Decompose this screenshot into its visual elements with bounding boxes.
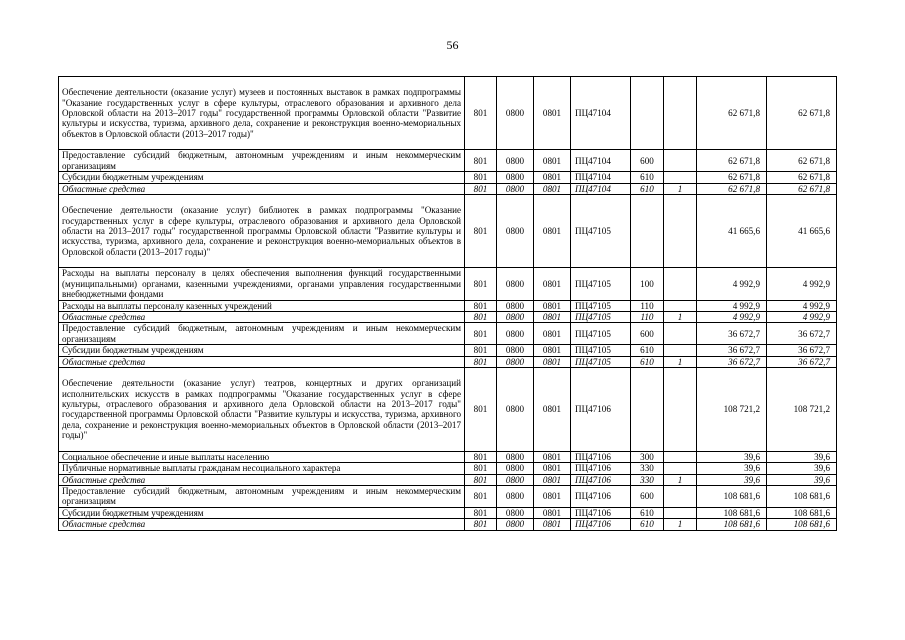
ministry-code: 801 (465, 183, 497, 194)
funding-source-code (664, 77, 697, 150)
amount-primary: 62 671,8 (697, 77, 767, 150)
row-description: Субсидии бюджетным учреждениям (59, 345, 465, 356)
subsection-code: 0801 (534, 451, 571, 462)
ministry-code: 801 (465, 451, 497, 462)
funding-source-code (664, 323, 697, 345)
amount-secondary: 62 671,8 (767, 77, 837, 150)
table-row (59, 268, 837, 300)
target-article-code: ПЦ47104 (571, 172, 631, 183)
section-code: 0800 (497, 345, 534, 356)
amount-secondary: 4 992,9 (767, 312, 837, 323)
ministry-code: 801 (465, 323, 497, 345)
section-code: 0800 (497, 474, 534, 485)
row-description: Социальное обеспечение и иные выплаты населению (59, 451, 465, 462)
funding-source-code (664, 507, 697, 518)
funding-source-code (664, 300, 697, 311)
expense-type-code: 600 (631, 150, 664, 172)
section-code: 0800 (497, 463, 534, 474)
expense-type-code: 610 (631, 172, 664, 183)
subsection-code: 0801 (534, 356, 571, 367)
table-row (59, 172, 837, 183)
row-description: Субсидии бюджетным учреждениям (59, 172, 465, 183)
amount-secondary: 108 681,6 (767, 507, 837, 518)
section-code: 0800 (497, 77, 534, 150)
amount-primary: 39,6 (697, 451, 767, 462)
amount-primary: 36 672,7 (697, 356, 767, 367)
amount-primary: 36 672,7 (697, 323, 767, 345)
page-number: 56 (446, 38, 459, 52)
subsection-code: 0801 (534, 195, 571, 268)
subsection-code: 0801 (534, 507, 571, 518)
subsection-code: 0801 (534, 345, 571, 356)
target-article-code: ПЦ47106 (571, 519, 631, 530)
table-row (59, 345, 837, 356)
amount-secondary: 39,6 (767, 463, 837, 474)
amount-primary: 108 681,6 (697, 519, 767, 530)
section-code: 0800 (497, 312, 534, 323)
expense-type-code: 600 (631, 486, 664, 508)
row-description: Обеспечение деятельности (оказание услуг) театров, концертных и других организаций исполнительских искусств в рамках подпрограммы "Оказание государственных услуг в сфере культуры, отраслевого образования и архивного дела Орловской области на 2013–2017 годы" государственной программы Орловской области "Развитие культуры и искусства, туризма, архивного дела, сохранение и реконструкция военно-мемориальных объектов в Орловской области (2013–2017 годы)" (59, 368, 465, 452)
table-row (59, 507, 837, 518)
amount-primary: 4 992,9 (697, 300, 767, 311)
ministry-code: 801 (465, 519, 497, 530)
target-article-code: ПЦ47106 (571, 451, 631, 462)
subsection-code: 0801 (534, 312, 571, 323)
table-row (59, 195, 837, 268)
ministry-code: 801 (465, 368, 497, 452)
target-article-code: ПЦ47105 (571, 268, 631, 300)
amount-primary: 4 992,9 (697, 268, 767, 300)
target-article-code: ПЦ47104 (571, 150, 631, 172)
expense-type-code: 330 (631, 463, 664, 474)
subsection-code: 0801 (534, 300, 571, 311)
expense-type-code (631, 368, 664, 452)
target-article-code: ПЦ47105 (571, 323, 631, 345)
amount-primary: 108 681,6 (697, 486, 767, 508)
ministry-code: 801 (465, 195, 497, 268)
section-code: 0800 (497, 451, 534, 462)
subsection-code: 0801 (534, 368, 571, 452)
table-row (59, 183, 837, 194)
table-row (59, 312, 837, 323)
amount-primary: 108 681,6 (697, 507, 767, 518)
subsection-code: 0801 (534, 172, 571, 183)
amount-secondary: 108 681,6 (767, 486, 837, 508)
section-code: 0800 (497, 507, 534, 518)
expense-type-code: 610 (631, 345, 664, 356)
expense-type-code: 610 (631, 183, 664, 194)
amount-secondary: 62 671,8 (767, 150, 837, 172)
table-row (59, 300, 837, 311)
row-description: Областные средства (59, 356, 465, 367)
funding-source-code: 1 (664, 519, 697, 530)
section-code: 0800 (497, 150, 534, 172)
table-row (59, 451, 837, 462)
row-description: Обеспечение деятельности (оказание услуг) библиотек в рамках подпрограммы "Оказание государственных услуг в сфере культуры, отраслевого образования и архивного дела Орловской области на 2013–2017 годы" государственной программы Орловской области "Развитие культуры и искусства, туризма, архивного дела, сохранение и реконструкция военно-мемориальных объектов в Орловской области (2013–2017 годы)" (59, 195, 465, 268)
subsection-code: 0801 (534, 323, 571, 345)
row-description: Публичные нормативные выплаты гражданам несоциального характера (59, 463, 465, 474)
amount-secondary: 41 665,6 (767, 195, 837, 268)
row-description: Областные средства (59, 519, 465, 530)
amount-secondary: 36 672,7 (767, 356, 837, 367)
target-article-code: ПЦ47105 (571, 312, 631, 323)
expense-type-code (631, 77, 664, 150)
section-code: 0800 (497, 268, 534, 300)
row-description: Предоставление субсидий бюджетным, автономным учреждениям и иным некоммерческим организациям (59, 323, 465, 345)
amount-secondary: 108 721,2 (767, 368, 837, 452)
expense-type-code: 600 (631, 323, 664, 345)
row-description: Областные средства (59, 474, 465, 485)
funding-source-code: 1 (664, 474, 697, 485)
section-code: 0800 (497, 486, 534, 508)
funding-source-code (664, 486, 697, 508)
expense-type-code: 300 (631, 451, 664, 462)
amount-primary: 36 672,7 (697, 345, 767, 356)
amount-primary: 108 721,2 (697, 368, 767, 452)
expense-type-code: 110 (631, 312, 664, 323)
target-article-code: ПЦ47106 (571, 463, 631, 474)
expense-type-code: 610 (631, 356, 664, 367)
amount-secondary: 4 992,9 (767, 268, 837, 300)
funding-source-code (664, 368, 697, 452)
section-code: 0800 (497, 368, 534, 452)
target-article-code: ПЦ47106 (571, 507, 631, 518)
amount-secondary: 36 672,7 (767, 323, 837, 345)
row-description: Обеспечение деятельности (оказание услуг) музеев и постоянных выставок в рамках подпрограммы "Оказание государственных услуг в сфере культуры, отраслевого образования и архивного дела Орловской области на 2013–2017 годы" государственной программы Орловской области "Развитие культуры и искусства, туризма, архивного дела, сохранение и реконструкция военно-мемориальных объектов в Орловской области (2013–2017 годы)" (59, 77, 465, 150)
section-code: 0800 (497, 323, 534, 345)
target-article-code: ПЦ47105 (571, 345, 631, 356)
subsection-code: 0801 (534, 77, 571, 150)
ministry-code: 801 (465, 77, 497, 150)
row-description: Областные средства (59, 312, 465, 323)
subsection-code: 0801 (534, 474, 571, 485)
funding-source-code (664, 345, 697, 356)
ministry-code: 801 (465, 172, 497, 183)
ministry-code: 801 (465, 356, 497, 367)
table-row (59, 150, 837, 172)
subsection-code: 0801 (534, 463, 571, 474)
section-code: 0800 (497, 183, 534, 194)
row-description: Расходы на выплаты персоналу в целях обеспечения выполнения функций государственными (муниципальными) органами, казенными учреждениями, органами управления государственными внебюджетными фондами (59, 268, 465, 300)
amount-secondary: 36 672,7 (767, 345, 837, 356)
expense-type-code: 100 (631, 268, 664, 300)
funding-source-code (664, 172, 697, 183)
expense-type-code: 330 (631, 474, 664, 485)
expense-type-code: 110 (631, 300, 664, 311)
ministry-code: 801 (465, 507, 497, 518)
target-article-code: ПЦ47106 (571, 474, 631, 485)
target-article-code: ПЦ47105 (571, 356, 631, 367)
amount-primary: 62 671,8 (697, 172, 767, 183)
subsection-code: 0801 (534, 183, 571, 194)
target-article-code: ПЦ47105 (571, 195, 631, 268)
amount-secondary: 108 681,6 (767, 519, 837, 530)
amount-secondary: 4 992,9 (767, 300, 837, 311)
amount-primary: 39,6 (697, 474, 767, 485)
funding-source-code (664, 195, 697, 268)
funding-source-code: 1 (664, 312, 697, 323)
amount-secondary: 39,6 (767, 451, 837, 462)
section-code: 0800 (497, 195, 534, 268)
section-code: 0800 (497, 519, 534, 530)
target-article-code: ПЦ47105 (571, 300, 631, 311)
target-article-code: ПЦ47106 (571, 486, 631, 508)
target-article-code: ПЦ47106 (571, 368, 631, 452)
ministry-code: 801 (465, 486, 497, 508)
target-article-code: ПЦ47104 (571, 77, 631, 150)
subsection-code: 0801 (534, 150, 571, 172)
target-article-code: ПЦ47104 (571, 183, 631, 194)
subsection-code: 0801 (534, 268, 571, 300)
funding-source-code: 1 (664, 183, 697, 194)
funding-source-code: 1 (664, 356, 697, 367)
ministry-code: 801 (465, 463, 497, 474)
section-code: 0800 (497, 172, 534, 183)
table-row (59, 486, 837, 508)
row-description: Предоставление субсидий бюджетным, автономным учреждениям и иным некоммерческим организациям (59, 150, 465, 172)
section-code: 0800 (497, 300, 534, 311)
ministry-code: 801 (465, 312, 497, 323)
table-row (59, 356, 837, 367)
ministry-code: 801 (465, 268, 497, 300)
row-description: Предоставление субсидий бюджетным, автономным учреждениям и иным некоммерческим организациям (59, 486, 465, 508)
amount-primary: 39,6 (697, 463, 767, 474)
ministry-code: 801 (465, 300, 497, 311)
amount-secondary: 39,6 (767, 474, 837, 485)
table-row (59, 474, 837, 485)
table-row (59, 368, 837, 452)
expense-type-code: 610 (631, 519, 664, 530)
row-description: Расходы на выплаты персоналу казенных учреждений (59, 300, 465, 311)
subsection-code: 0801 (534, 486, 571, 508)
row-description: Субсидии бюджетным учреждениям (59, 507, 465, 518)
amount-primary: 62 671,8 (697, 183, 767, 194)
ministry-code: 801 (465, 345, 497, 356)
amount-primary: 4 992,9 (697, 312, 767, 323)
amount-primary: 41 665,6 (697, 195, 767, 268)
expense-type-code: 610 (631, 507, 664, 518)
row-description: Областные средства (59, 183, 465, 194)
expense-type-code (631, 195, 664, 268)
ministry-code: 801 (465, 150, 497, 172)
table-row (59, 77, 837, 150)
section-code: 0800 (497, 356, 534, 367)
funding-source-code (664, 451, 697, 462)
table-row (59, 323, 837, 345)
amount-secondary: 62 671,8 (767, 183, 837, 194)
table-row (59, 463, 837, 474)
table-row (59, 519, 837, 530)
amount-primary: 62 671,8 (697, 150, 767, 172)
ministry-code: 801 (465, 474, 497, 485)
table-body (59, 77, 837, 531)
amount-secondary: 62 671,8 (767, 172, 837, 183)
subsection-code: 0801 (534, 519, 571, 530)
funding-source-code (664, 463, 697, 474)
funding-source-code (664, 150, 697, 172)
funding-source-code (664, 268, 697, 300)
budget-table (58, 76, 837, 531)
